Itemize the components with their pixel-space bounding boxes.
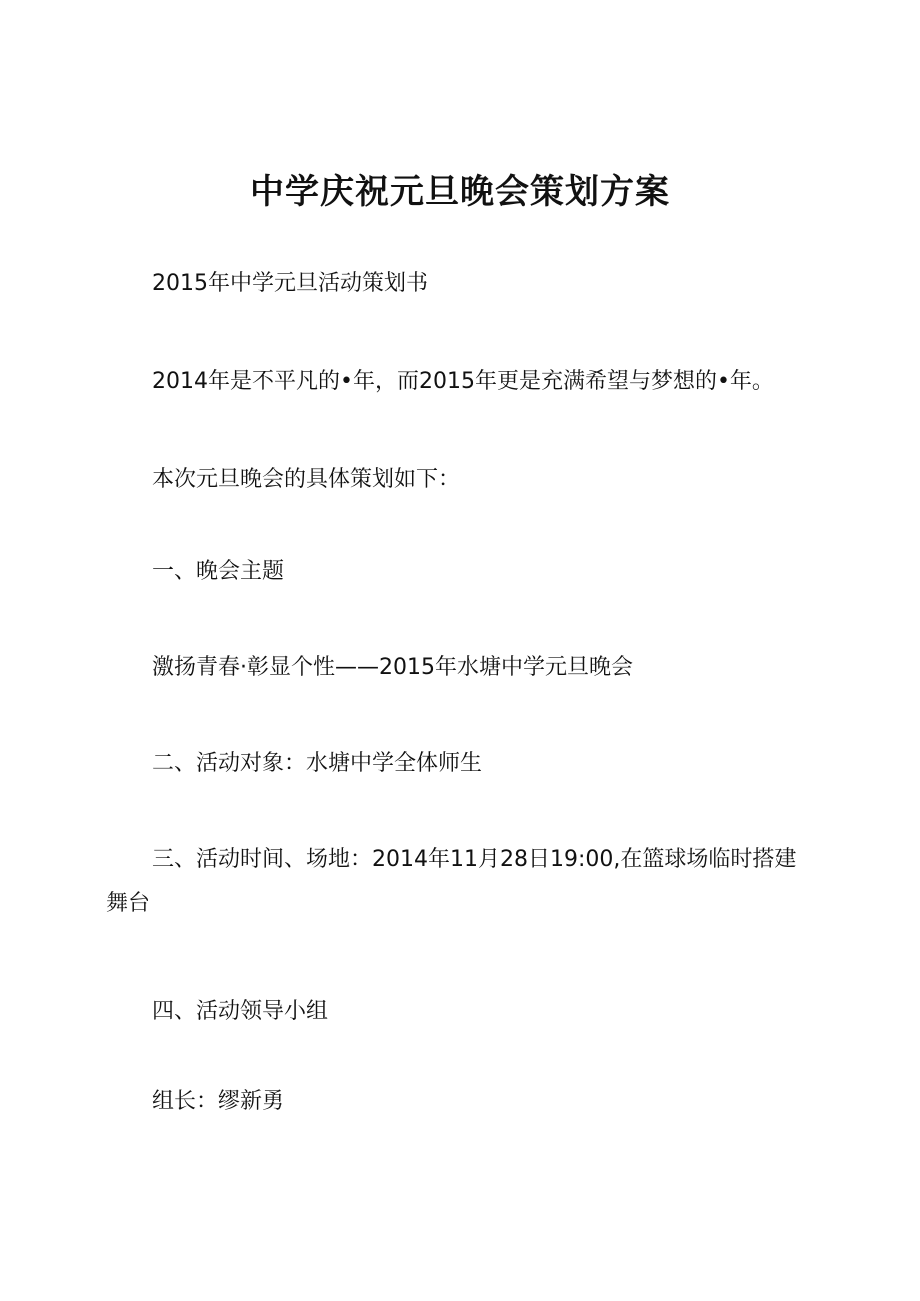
paragraph-plan-heading: 2015年中学元旦活动策划书 — [152, 271, 428, 296]
section-heading-theme: 一、晚会主题 — [152, 559, 285, 584]
paragraph-plan-lead: 本次元旦晚会的具体策划如下： — [152, 467, 461, 492]
document-title: 中学庆祝元旦晚会策划方案 — [250, 172, 670, 212]
paragraph-group-leader: 组长：缪新勇 — [152, 1089, 285, 1114]
section-heading-time-venue: 三、活动时间、场地：2014年11月28日19:00,在篮球场临时搭建舞台 — [106, 847, 797, 916]
section-heading-leadership: 四、活动领导小组 — [152, 999, 329, 1024]
paragraph-theme: 激扬青春·彰显个性——2015年水塘中学元旦晚会 — [152, 655, 633, 680]
section-heading-audience: 二、活动对象：水塘中学全体师生 — [152, 751, 483, 776]
paragraph-intro: 2014年是不平凡的•年，而2015年更是充满希望与梦想的•年。 — [152, 369, 774, 394]
